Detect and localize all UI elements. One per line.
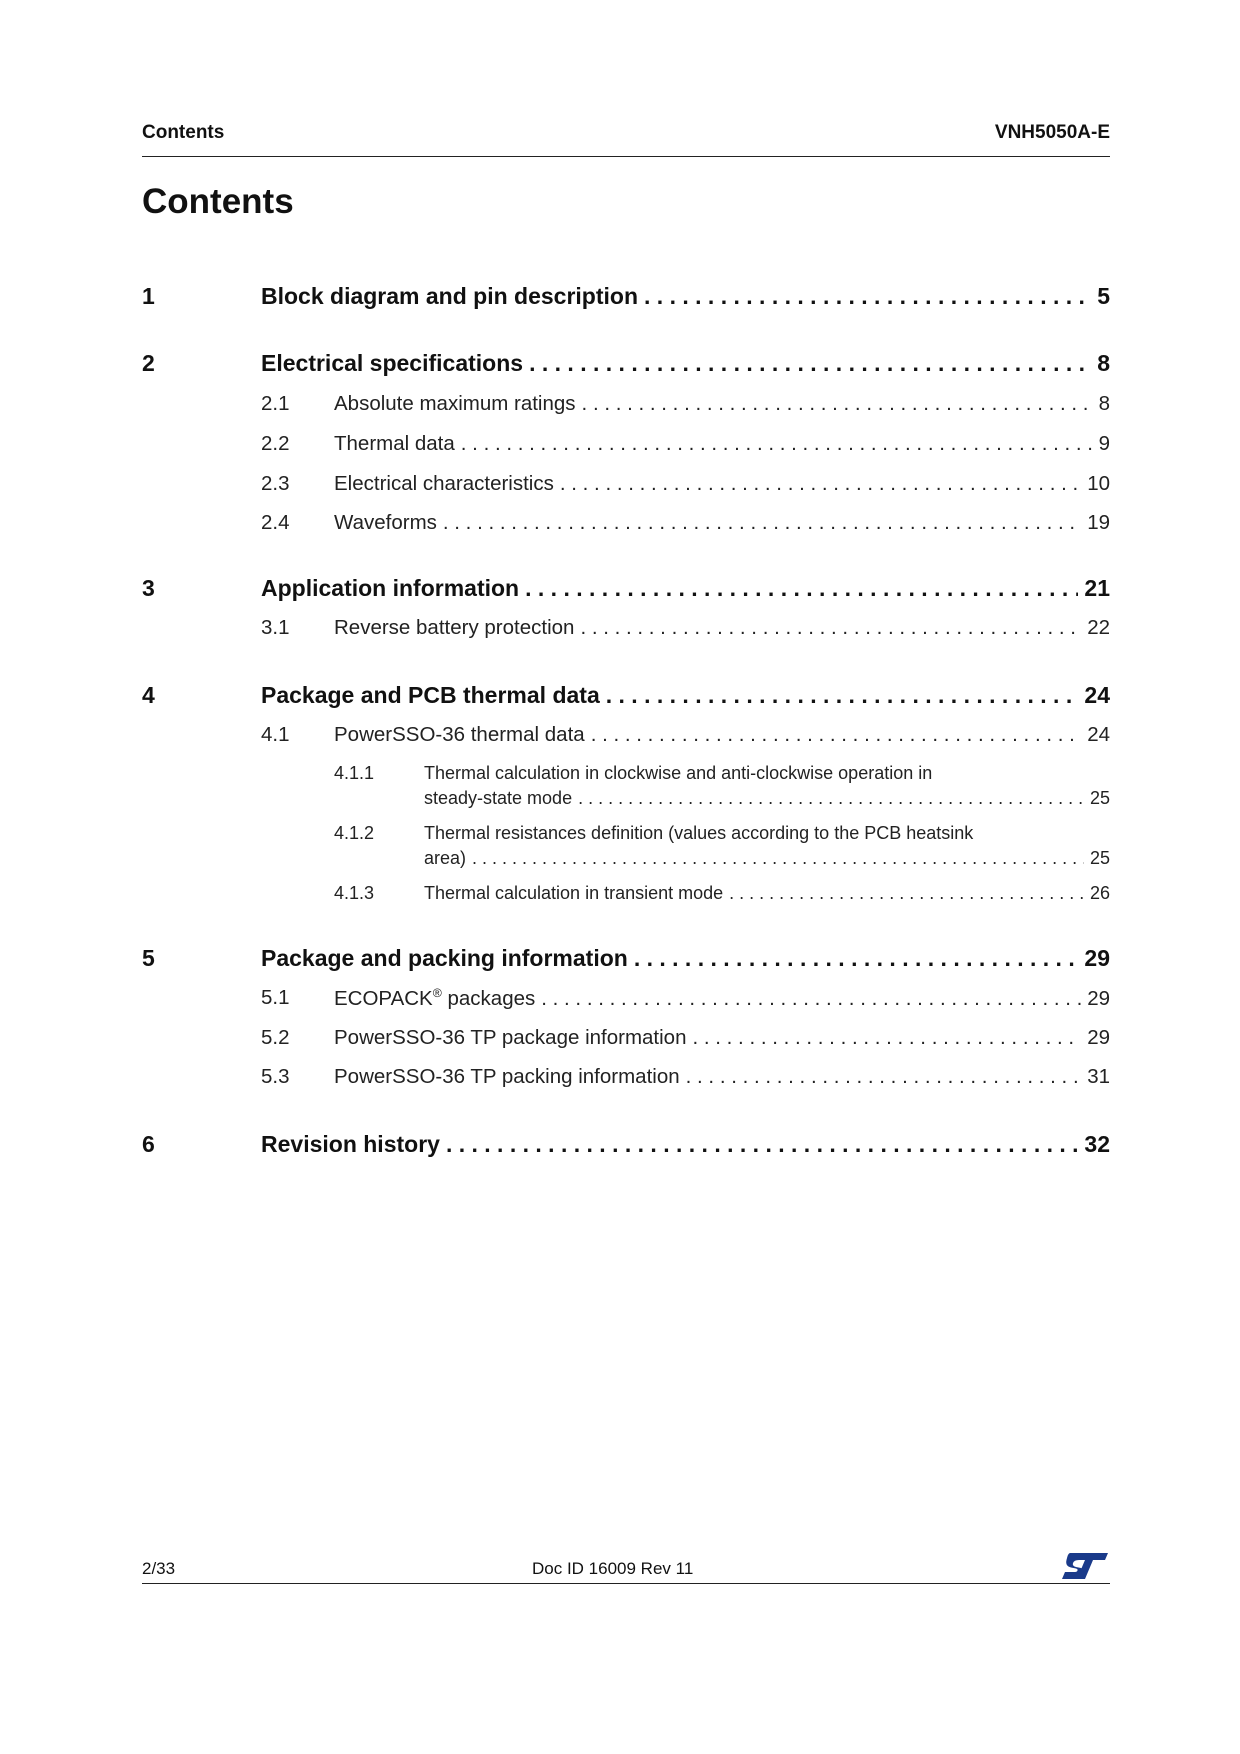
- toc-page: 32: [1084, 1131, 1110, 1157]
- toc-number: 5.3: [261, 1065, 290, 1088]
- footer-doc-id: Doc ID 16009 Rev 11: [532, 1559, 694, 1578]
- toc-page: 10: [1087, 472, 1110, 495]
- toc-title-line1[interactable]: Thermal calculation in clockwise and anti-clockwise operation in: [424, 763, 933, 783]
- toc-title-line1[interactable]: Thermal resistances definition (values according to the PCB heatsink: [424, 823, 974, 843]
- toc-page: 24: [1087, 723, 1110, 746]
- toc-title: Absolute maximum ratings: [334, 392, 576, 415]
- toc-leader: [541, 987, 1081, 1011]
- toc-leader: [692, 1026, 1081, 1050]
- toc-title: Revision history: [261, 1131, 440, 1157]
- toc-number: 2.1: [261, 392, 290, 415]
- toc-title: steady-state mode: [424, 788, 573, 808]
- toc-leader: [729, 883, 1084, 904]
- toc-leader: [443, 511, 1081, 535]
- toc-page: 29: [1087, 1026, 1110, 1049]
- toc-title: Block diagram and pin description: [261, 283, 639, 309]
- toc-entry-absolute-maximum-ratings[interactable]: [334, 392, 1110, 416]
- toc-leader: [461, 432, 1093, 456]
- toc-page: 22: [1087, 616, 1110, 639]
- toc-number: 2.2: [261, 432, 290, 455]
- toc-number: 6: [142, 1131, 155, 1157]
- toc-number: 4.1: [261, 723, 290, 746]
- toc-entry-electrical-specifications[interactable]: [261, 350, 1110, 377]
- page-header: [142, 120, 1110, 157]
- page-footer: [142, 1553, 1110, 1584]
- toc-title: Waveforms: [334, 511, 437, 534]
- toc-page: 5: [1097, 283, 1110, 309]
- toc-number: 3: [142, 575, 155, 601]
- toc-title: area): [424, 848, 467, 868]
- toc-entry-thermal-calculation-transient[interactable]: [424, 883, 1110, 904]
- toc-entry-waveforms[interactable]: [334, 511, 1110, 535]
- toc-page: 24: [1084, 682, 1110, 708]
- toc-page: 29: [1087, 986, 1110, 1010]
- header-part-number: VNH5050A-E: [994, 122, 1110, 143]
- toc-leader: [525, 575, 1078, 602]
- toc-page: 25: [1089, 848, 1110, 868]
- toc-page: 31: [1087, 1065, 1110, 1088]
- toc-page: 26: [1089, 883, 1110, 903]
- toc-title: Thermal data: [334, 432, 455, 455]
- toc-entry-thermal-resistances-definition[interactable]: [424, 848, 1110, 869]
- toc-title: PowerSSO-36 TP package information: [334, 1026, 687, 1049]
- toc-number: 5: [142, 945, 155, 971]
- toc-page: 8: [1098, 392, 1110, 415]
- toc-number: 3.1: [261, 616, 290, 639]
- toc-entry-block-diagram[interactable]: [261, 283, 1110, 310]
- toc-leader: [686, 1065, 1082, 1089]
- toc-title: Package and packing information: [261, 945, 628, 971]
- toc-number: 4.1.2: [334, 823, 375, 843]
- toc-entry-powersso36-tp-packing[interactable]: [334, 1065, 1110, 1089]
- st-logo-icon: [1060, 1551, 1110, 1586]
- toc-leader: [529, 350, 1091, 377]
- toc-leader: [606, 682, 1079, 709]
- toc-leader: [582, 392, 1093, 416]
- toc-title: PowerSSO-36 thermal data: [334, 723, 585, 746]
- toc-entry-package-pcb-thermal-data[interactable]: [261, 682, 1110, 709]
- toc-entry-powersso36-thermal-data[interactable]: [334, 723, 1110, 747]
- page-title: Contents: [142, 182, 294, 221]
- toc-entry-reverse-battery-protection[interactable]: [334, 616, 1110, 640]
- toc-entry-ecopack-packages[interactable]: [334, 986, 1110, 1011]
- toc-number: 4.1.1: [334, 763, 375, 783]
- toc-entry-package-packing-information[interactable]: [261, 945, 1110, 972]
- toc-leader: [578, 788, 1084, 809]
- toc-leader: [644, 283, 1091, 310]
- header-section: Contents: [142, 122, 225, 143]
- toc-title: Reverse battery protection: [334, 616, 575, 639]
- toc-number: 4: [142, 682, 155, 708]
- toc-title: Electrical characteristics: [334, 472, 554, 495]
- toc-title-rest: packages: [441, 986, 536, 1010]
- toc-number: 1: [142, 283, 155, 309]
- toc-page: 8: [1097, 350, 1110, 376]
- toc-entry-application-information[interactable]: [261, 575, 1110, 602]
- registered-mark: ®: [432, 986, 442, 1000]
- toc-number: 5.2: [261, 1026, 290, 1049]
- toc-page: 29: [1084, 945, 1110, 971]
- toc-leader: [472, 848, 1084, 869]
- toc-page: 25: [1089, 788, 1110, 808]
- toc-number: 4.1.3: [334, 883, 375, 903]
- toc-entry-revision-history[interactable]: [261, 1131, 1110, 1158]
- toc-page: 19: [1087, 511, 1110, 534]
- toc-entry-powersso36-tp-package[interactable]: [334, 1026, 1110, 1050]
- toc-entry-electrical-characteristics[interactable]: [334, 472, 1110, 496]
- toc-page: 9: [1098, 432, 1110, 455]
- toc-leader: [560, 472, 1081, 496]
- toc-title: Application information: [261, 575, 520, 601]
- footer-page-number: 2/33: [142, 1559, 176, 1578]
- toc-leader: [634, 945, 1079, 972]
- toc-title-main: ECOPACK: [334, 986, 433, 1010]
- toc-number: 5.1: [261, 986, 290, 1009]
- toc-number: 2: [142, 350, 155, 376]
- toc-number: 2.3: [261, 472, 290, 495]
- toc-leader: [446, 1131, 1078, 1158]
- toc-title: [334, 986, 535, 1011]
- toc-number: 2.4: [261, 511, 290, 534]
- toc-title: Thermal calculation in transient mode: [424, 883, 724, 903]
- toc-title: Package and PCB thermal data: [261, 682, 600, 708]
- toc-entry-thermal-calculation-clockwise[interactable]: [424, 788, 1110, 809]
- toc-leader: [580, 616, 1081, 640]
- toc-entry-thermal-data[interactable]: [334, 432, 1110, 456]
- toc-title: PowerSSO-36 TP packing information: [334, 1065, 680, 1088]
- toc-page: 21: [1084, 575, 1110, 601]
- toc-leader: [591, 723, 1082, 747]
- toc-title: Electrical specifications: [261, 350, 524, 376]
